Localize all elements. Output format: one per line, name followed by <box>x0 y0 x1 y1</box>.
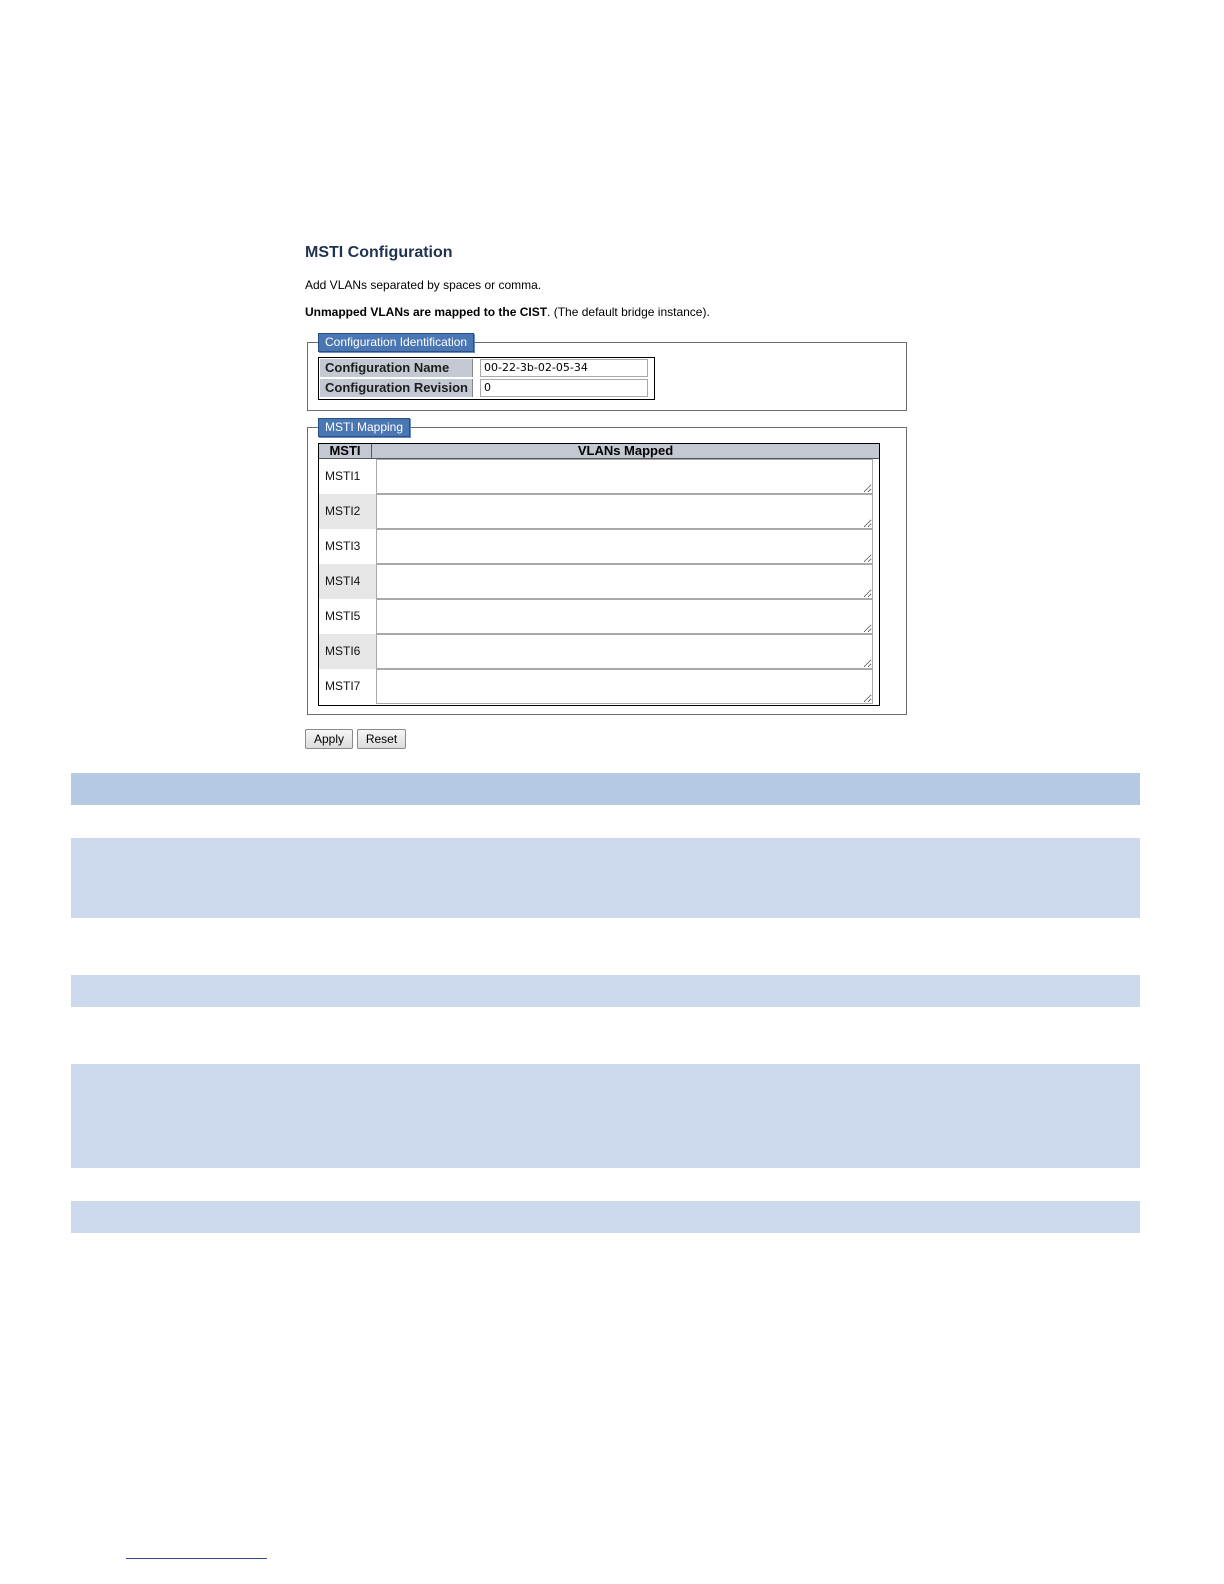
config-name-row <box>319 358 654 378</box>
msti-row-label: MSTI1 <box>325 469 361 483</box>
msti1-vlans-input[interactable] <box>376 459 873 494</box>
msti4-vlans-input[interactable] <box>376 564 873 599</box>
table-row-band <box>71 838 1140 918</box>
add-vlans-note: Add VLANs separated by spaces or comma. <box>305 278 542 292</box>
apply-button[interactable]: Apply <box>305 729 353 749</box>
unmapped-note-bold: Unmapped VLANs are mapped to the CIST <box>305 305 548 319</box>
table-row-band <box>71 1201 1140 1233</box>
reset-button[interactable]: Reset <box>357 729 406 749</box>
msti-row-label: MSTI6 <box>319 634 376 669</box>
msti-row <box>319 494 879 529</box>
msti-row <box>319 459 879 494</box>
msti6-vlans-input[interactable] <box>376 634 873 669</box>
table-row-band <box>71 1064 1140 1168</box>
msti-row <box>319 669 879 704</box>
config-name-field[interactable]: 00-22-3b-02-05-34 <box>480 359 648 377</box>
column-header-vlans-mapped: VLANs Mapped <box>577 443 674 458</box>
msti-row <box>319 529 879 564</box>
msti-row-label: MSTI5 <box>325 609 361 623</box>
table-header-band <box>71 773 1140 805</box>
msti3-vlans-input[interactable] <box>376 529 873 564</box>
msti-row <box>319 564 879 599</box>
msti-row <box>319 634 879 669</box>
msti7-vlans-input[interactable] <box>376 669 873 704</box>
msti-row-label: MSTI2 <box>319 494 376 529</box>
msti-mapping-header <box>319 444 879 459</box>
page-title: MSTI Configuration <box>305 244 453 261</box>
unmapped-vlans-note <box>305 305 710 319</box>
msti-row-label: MSTI3 <box>325 539 361 553</box>
config-revision-row <box>319 378 654 398</box>
msti-row-label: MSTI7 <box>325 679 361 693</box>
msti-mapping-legend: MSTI Mapping <box>318 418 410 437</box>
column-header-msti: MSTI <box>319 444 372 458</box>
table-row-band <box>71 975 1140 1007</box>
config-revision-label: Configuration Revision <box>320 379 473 397</box>
msti-row-label: MSTI4 <box>319 564 376 599</box>
msti-row <box>319 599 879 634</box>
footnote-divider <box>126 1558 267 1559</box>
config-revision-field[interactable]: 0 <box>480 379 648 397</box>
unmapped-note-rest: . (The default bridge instance). <box>547 305 710 319</box>
msti2-vlans-input[interactable] <box>376 494 873 529</box>
msti5-vlans-input[interactable] <box>376 599 873 634</box>
config-identification-table <box>318 357 655 400</box>
config-identification-legend: Configuration Identification <box>318 333 474 352</box>
msti-mapping-table <box>318 443 880 706</box>
config-name-label: Configuration Name <box>320 359 473 377</box>
